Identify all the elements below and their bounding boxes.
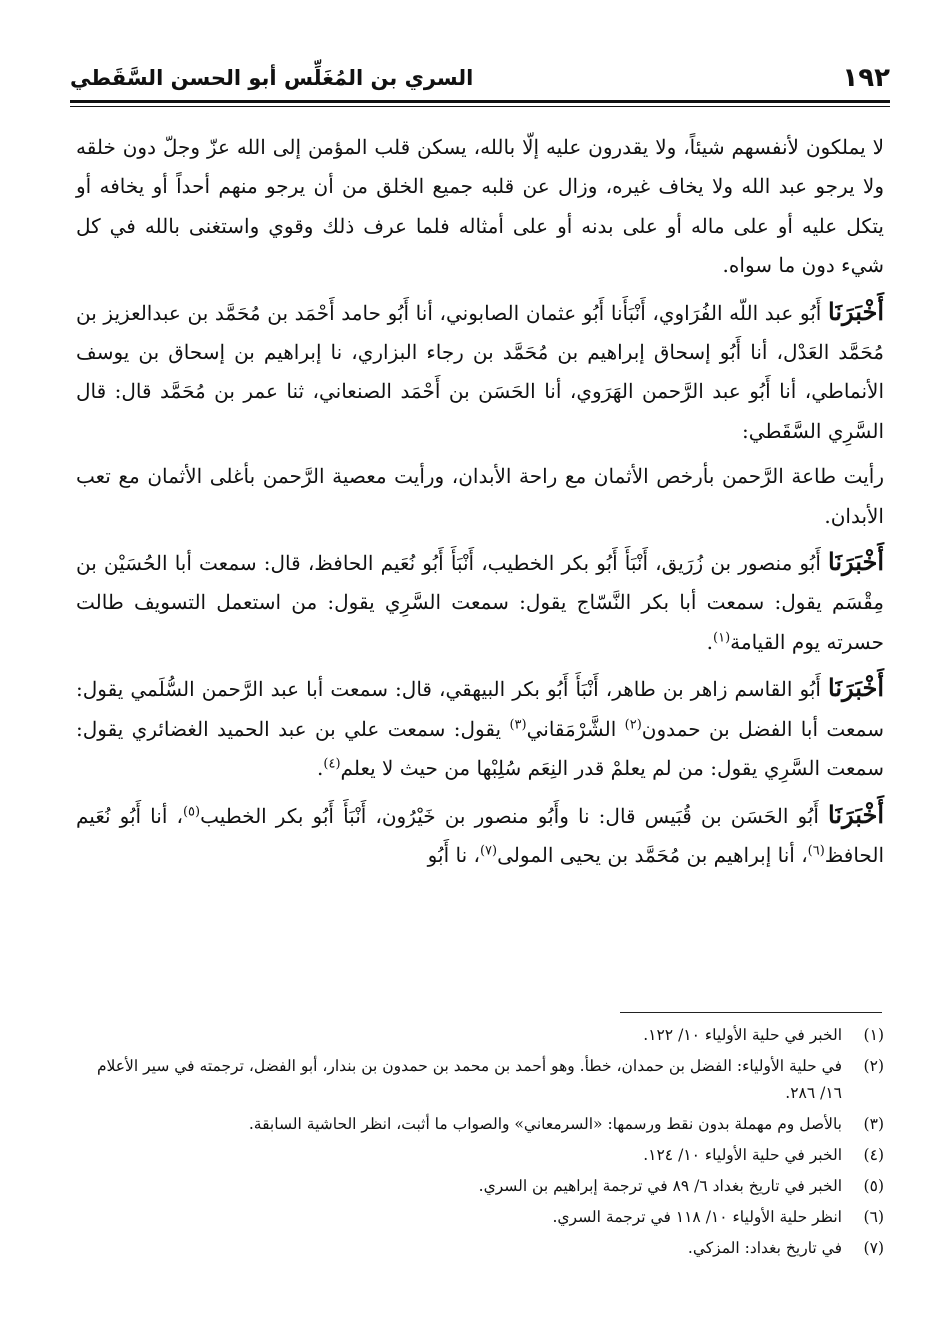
- footnote-number: (٢): [863, 1057, 884, 1075]
- running-title: السري بن المُغَلِّس أبو الحسن السَّقَطي: [70, 66, 474, 90]
- footnote-text: الخبر في حلية الأولياء ١٠/ ١٢٤.: [643, 1146, 842, 1164]
- isnad-lead: أَخْبَرَنَا: [828, 799, 884, 829]
- footnote-2: [76, 1053, 884, 1107]
- paragraph-text: أَبُو القاسم زاهر بن طاهر، أَنْبَأَ أَبُو بكر البيهقي، قال: سمعت أبا عبد الرَّحمن السُّلَمي يقول: سمعت أبا الفضل بن حمدون: [76, 677, 884, 741]
- footnote-ref-5[interactable]: (٥): [182, 803, 201, 819]
- paragraph-3: رأيت طاعة الرَّحمن بأرخص الأثمان مع راحة الأبدان، ورأيت معصية الرَّحمن بأغلى الأثمان مع تعب الأبدان.: [76, 464, 884, 528]
- footnote-text: الخبر في تاريخ بغداد ٦/ ٨٩ في ترجمة إبراهيم بن السري.: [478, 1177, 842, 1195]
- paragraph-end: .: [317, 756, 324, 781]
- footnote-text: في تاريخ بغداد: المزكي.: [687, 1239, 842, 1257]
- footnote-6: [76, 1204, 884, 1231]
- footnote-7: [76, 1235, 884, 1262]
- footnote-number: (١): [863, 1026, 884, 1044]
- footnote-ref-2[interactable]: (٢): [624, 717, 642, 733]
- paragraph-text: أَبُو الحَسَن بن قُبَيس قال: نا وأَبُو منصور بن خَيْرُون، أَنْبَأَ أَبُو بكر الخطيب: [200, 803, 829, 828]
- footnote-number: (٥): [863, 1177, 884, 1195]
- footnote-ref-6[interactable]: (٦): [807, 843, 825, 859]
- footnote-ref-7[interactable]: (٧): [479, 843, 498, 859]
- footnote-4: [76, 1142, 884, 1169]
- footnote-ref-1[interactable]: (١): [713, 630, 731, 646]
- footnote-text: في حلية الأولياء: الفضل بن حمدان، خطأ. وهو أحمد بن محمد بن حمدون بن بندار، أبو الفضل، ترجمته في سير الأعلام ١٦/ ٢٨٦.: [96, 1057, 842, 1102]
- paragraph-text: ، نا أَبُو: [427, 842, 480, 867]
- paragraph-text: أَبُو منصور بن زُرَيق، أَنْبَأَ أَبُو بكر الخطيب، أَنْبَأَ أَبُو نُعَيم الحافظ، قال: سمعت أبا الحُسَيْن بن مِقْسَم يقول: سمعت أبا بكر النَّسّاج يقول: سمعت السَّرِي يقول: من استعمل التسويف طالت حسرته يوم القيامة: [76, 551, 884, 654]
- paragraph-text: يقول: سمعت علي بن عبد الحميد الغضائري يقول: سمعت السَّرِي يقول: من لم يعلمْ قدر النِعَم سُلِبْها من حيث لا يعلم: [76, 716, 884, 781]
- main-text: [76, 128, 884, 881]
- page-number: ١٩٢: [842, 63, 890, 93]
- footnotes: [76, 1022, 884, 1266]
- isnad-lead: أَخْبَرَنَا: [828, 296, 884, 326]
- footnote-1: [76, 1022, 884, 1049]
- paragraph-4: [76, 542, 884, 662]
- paragraph-5: [76, 668, 884, 788]
- footnote-ref-3[interactable]: (٣): [509, 717, 527, 733]
- footnote-text: الخبر في حلية الأولياء ١٠/ ١٢٢.: [643, 1026, 842, 1044]
- header-rule: [70, 100, 890, 103]
- isnad-lead: أَخْبَرَنَا: [828, 547, 884, 577]
- header-rule-thin: [70, 106, 890, 107]
- isnad-lead: أَخْبَرَنَا: [828, 673, 884, 703]
- paragraph-2: [76, 292, 884, 452]
- footnote-text: انظر حلية الأولياء ١٠/ ١١٨ في ترجمة السري.: [552, 1208, 842, 1226]
- footnote-number: (٣): [863, 1115, 884, 1133]
- footnote-text: بالأصل وم مهملة بدون نقط ورسمها: «السرمعاني» والصواب ما أثبت، انظر الحاشية السابقة.: [248, 1115, 842, 1133]
- footnote-3: [76, 1111, 884, 1138]
- footnote-5: [76, 1173, 884, 1200]
- paragraph-text: ، أنا أَبُو نُعَيم الحافظ: [76, 803, 884, 867]
- footnote-separator: [620, 1012, 882, 1013]
- footnote-number: (٧): [863, 1239, 884, 1257]
- footnote-ref-4[interactable]: (٤): [323, 756, 341, 772]
- paragraph-6: [76, 795, 884, 876]
- paragraph-text: ، أنا إبراهيم بن مُحَمَّد بن يحيى المولى: [497, 842, 808, 867]
- paragraph-text: الشَّرْمَقاني: [526, 716, 625, 741]
- footnote-number: (٦): [863, 1208, 884, 1226]
- paragraph-text: أَبُو عبد اللّه الفُرَاوي، أَنْبَأَنا أَبُو عثمان الصابوني، أنا أَبُو حامد أَحْمَد بن مُحَمَّد بن عبدالعزيز بن مُحَمَّد العَدْل، أنا أَبُو إسحاق إبراهيم بن مُحَمَّد بن رجاء البزاري، نا إبراهيم بن إسحاق بن يوسف الأنماطي، أنا أَبُو عبد الرَّحمن الهَرَوي، أنا الحَسَن بن أَحْمَد الصنعاني، ثنا عمر بن مُحَمَّد قال: قال السَّرِي السَّقَطي:: [76, 300, 884, 443]
- footnote-number: (٤): [863, 1146, 884, 1164]
- page-header: [70, 58, 890, 98]
- paragraph-end: .: [706, 629, 713, 654]
- paragraph-1: لا يملكون لأنفسهم شيئاً، ولا يقدرون عليه إلّا بالله، يسكن قلب المؤمن إلى الله عزّ وجلّ دون خلقه ولا يرجو عبد الله ولا يخاف غيره، وزال عن قلبه جميع الخلق من أن يرجو منهم أحداً أو يخافه أو يتكل عليه أو على ماله أو على بدنه أو على أمثاله فلما عرف ذلك وقوي واستغنى بالله في كل شيء دون ما سواه.: [76, 135, 884, 278]
